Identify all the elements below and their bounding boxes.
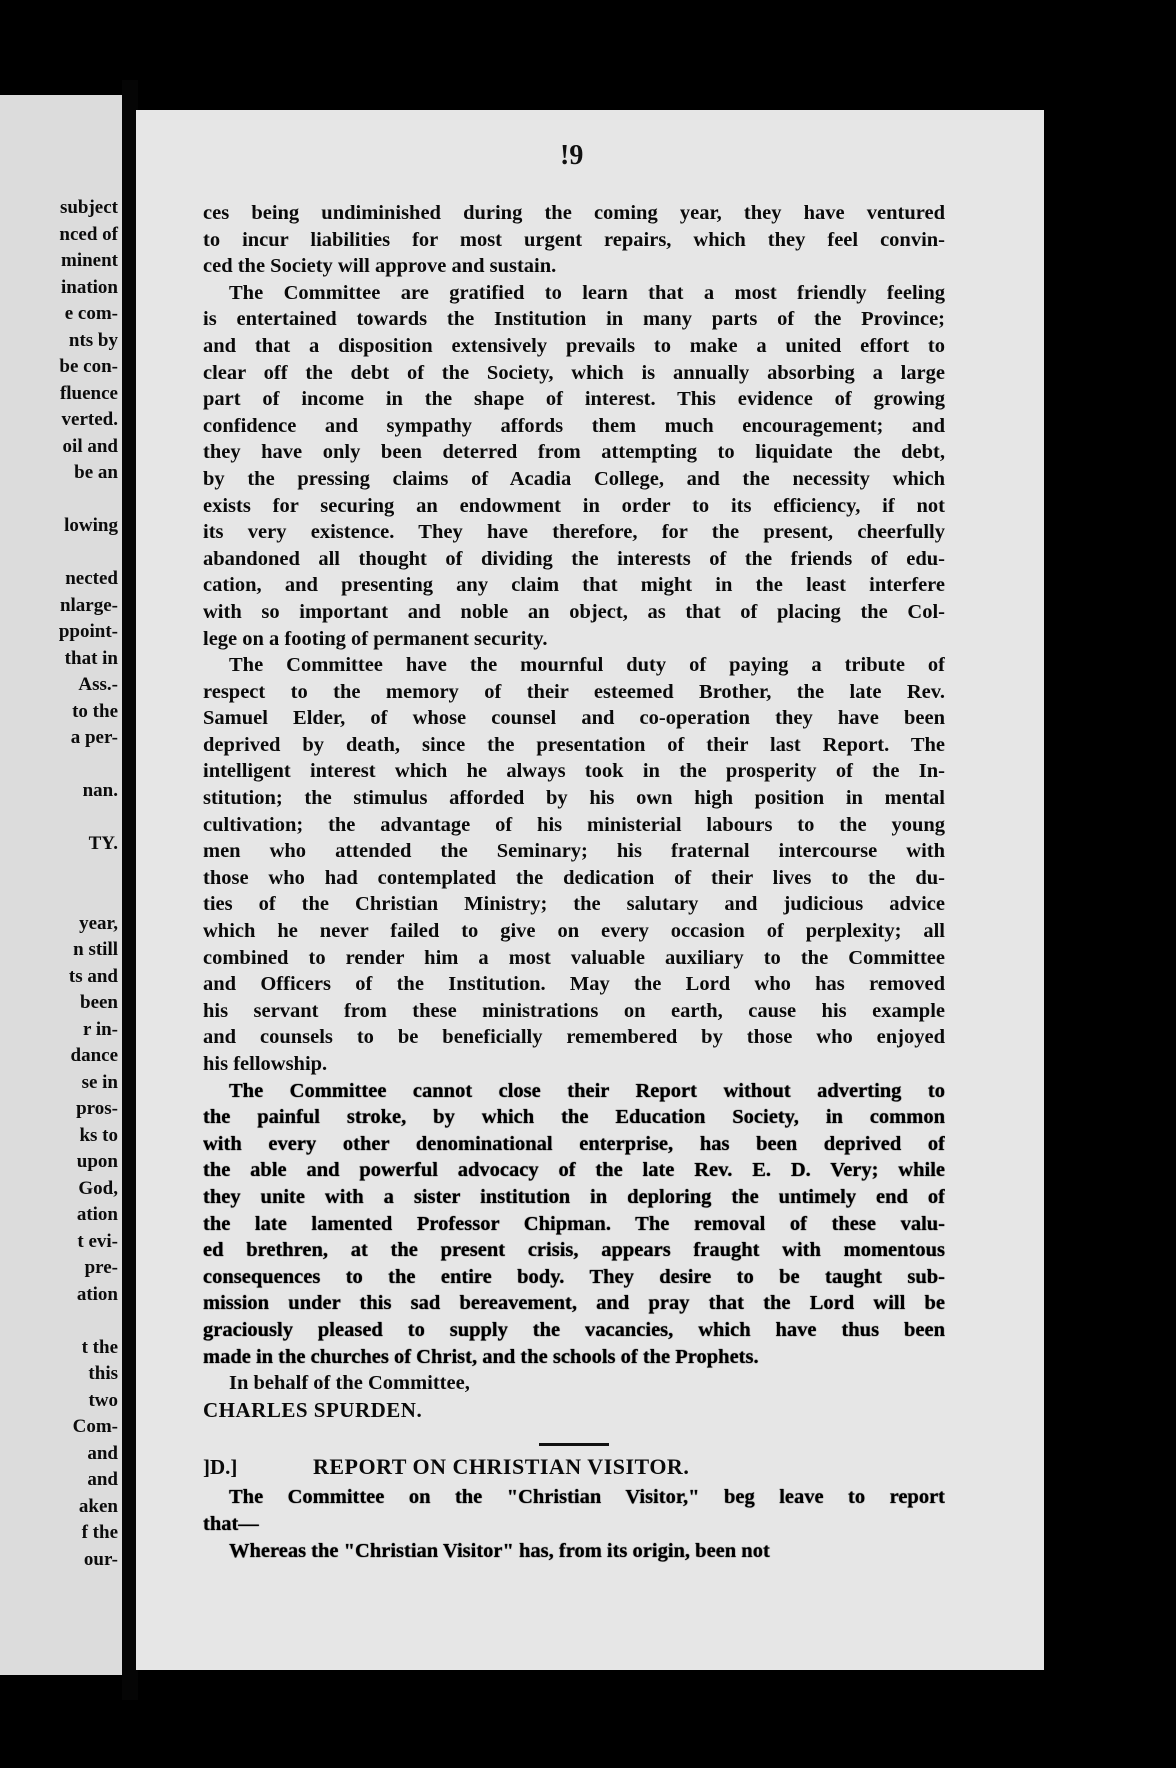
previous-page-line: nts by [68,329,118,351]
section-title: REPORT ON CHRISTIAN VISITOR. [313,1454,690,1480]
text-line: they unite with a sister institution in deploring the untimely end of [203,1185,945,1208]
previous-page-line: nced of [59,223,118,245]
previous-page-line: a per- [70,727,118,748]
paragraph [203,1078,945,1371]
previous-page-line: t the [81,1336,118,1358]
previous-page-line: subject [59,197,118,218]
text-line: stitution; the stimulus afforded by his own high position in mental [203,787,945,810]
previous-page-line: Com- [72,1416,118,1437]
previous-page-line: f the [81,1522,118,1543]
previous-page-line: e com- [64,303,118,324]
previous-page-line [0,487,118,514]
previous-page-line: verted. [61,409,118,430]
section-divider [539,1443,609,1446]
text-line: respect to the memory of their esteemed Brother, the late Rev. [203,680,945,703]
previous-page-line: pre- [84,1257,118,1278]
previous-page-line: God, [78,1177,118,1199]
text-line: The Committee are gratified to learn that a most friendly feeling [229,281,945,304]
body-text [203,200,945,1564]
text-line: and Officers of the Institution. May the Lord who has removed [203,973,945,996]
text-line: to incur liabilities for most urgent repairs, which they feel convin- [203,228,945,251]
text-line: and counsels to be beneficially remembered by those who enjoyed [203,1026,945,1049]
text-line: combined to render him a most valuable auxiliary to the Committee [203,946,945,969]
previous-page-line: TY. [88,833,118,854]
text-line: exists for securing an endowment in order to its efficiency, if not [203,494,945,517]
text-line: clear off the debt of the Society, which is annually absorbing a large [203,361,945,384]
text-line: The Committee on the "Christian Visitor," beg leave to report [229,1486,945,1509]
signoff-line: In behalf of the Committee, [229,1372,470,1395]
previous-page-line: ts and [68,965,118,987]
previous-page-line [0,858,118,885]
page-number: !9 [560,140,584,171]
previous-page-line: minent [61,250,118,271]
previous-page-line: year, [79,912,118,934]
previous-page-line [0,540,118,567]
signoff-block [203,1370,945,1423]
text-line: intelligent interest which he always took in the prosperity of the In- [203,760,945,783]
text-line: graciously pleased to supply the vacancies, which have thus been [203,1318,945,1341]
text-line: made in the churches of Christ, and the schools of the Prophets. [203,1345,759,1368]
section-paragraphs [203,1484,945,1564]
previous-page-line [0,884,118,911]
previous-page-line: to the [72,700,118,722]
previous-page [0,95,122,1675]
paragraph [203,652,945,1078]
previous-page-line: ination [60,276,118,298]
text-line: which he never failed to give on every occasion of perplexity; all [203,920,945,943]
previous-page-line: r in- [82,1018,118,1040]
text-line: that— [203,1512,259,1535]
previous-page-line: n still [73,939,118,960]
text-line: those who had contemplated the dedication of their lives to the du- [203,866,945,889]
text-line: part of income in the shape of interest. This evidence of growing [203,388,945,411]
paragraph [203,1538,945,1565]
paragraph [203,200,945,280]
previous-page-line: t evi- [77,1230,118,1252]
text-line: the late lamented Professor Chipman. The removal of these valu- [203,1212,945,1235]
previous-page-line: fluence [59,382,118,404]
previous-page-line: oil and [62,435,118,457]
text-line: lege on a footing of permanent security. [203,627,548,650]
previous-page-line: our- [83,1548,118,1570]
previous-page-line: be an [74,462,118,483]
text-line: confidence and sympathy affords them much encouragement; and [203,414,945,437]
text-line: his servant from these ministrations on earth, cause his example [203,999,945,1022]
text-line: with every other denominational enterprise, has been deprived of [203,1132,945,1155]
text-line: cultivation; the advantage of his ministerial labours to the young [203,813,945,836]
previous-page-line: and [87,1469,118,1490]
text-line: ces being undiminished during the coming year, they have ventured [203,202,945,224]
previous-page-line: Ass.- [78,674,118,695]
previous-page-line: be con- [59,356,118,377]
signer-name: CHARLES SPURDEN. [203,1397,423,1422]
text-line: abandoned all thought of dividing the interests of the friends of edu- [203,547,945,570]
previous-page-line: ppoint- [58,621,118,642]
report-paragraphs [203,200,945,1370]
section-label: ]D.] [203,1455,238,1480]
previous-page-line: ks to [79,1124,118,1146]
previous-page-line: ation [76,1283,118,1305]
previous-page-line: ation [76,1204,118,1225]
text-line: Whereas the "Christian Visitor" has, from its origin, been not [229,1539,770,1562]
text-line: and that a disposition extensively prevails to make a united effort to [203,334,945,357]
previous-page-line: nlarge- [59,594,118,616]
previous-page-line [0,805,118,832]
previous-page-line: two [88,1389,118,1411]
text-line: with so important and noble an object, as that of placing the Col- [203,600,945,623]
previous-page-line: pros- [76,1098,118,1119]
previous-page-line: lowing [64,515,118,536]
text-line: his fellowship. [203,1053,328,1075]
text-line: Samuel Elder, of whose counsel and co-operation they have been [203,707,945,730]
text-line: The Committee have the mournful duty of paying a tribute of [229,654,945,677]
text-line: ties of the Christian Ministry; the salutary and judicious advice [203,893,945,916]
text-line: mission under this sad bereavement, and pray that the Lord will be [203,1292,945,1315]
previous-page-line: nected [65,568,118,589]
previous-page-line [0,1308,118,1335]
text-line: men who attended the Seminary; his fraternal intercourse with [203,840,945,863]
text-line: the painful stroke, by which the Education Society, in common [203,1106,945,1129]
previous-page-line: nan. [82,780,118,801]
text-line: its very existence. They have therefore, for the present, cheerfully [203,521,945,544]
section-heading [203,1454,945,1484]
text-line: is entertained towards the Institution in many parts of the Province; [203,308,945,331]
text-line: they have only been deterred from attempting to liquidate the debt, [203,441,945,464]
text-line: deprived by death, since the presentation of their last Report. The [203,733,945,756]
previous-page-line: that in [64,647,118,669]
previous-page-line [0,752,118,779]
text-line: The Committee cannot close their Report without adverting to [229,1079,945,1102]
text-line: the able and powerful advocacy of the late Rev. E. D. Very; while [203,1159,945,1182]
text-line: consequences to the entire body. They desire to be taught sub- [203,1265,945,1288]
previous-page-line: aken [78,1495,118,1517]
text-line: cation, and presenting any claim that might in the least interfere [203,574,945,597]
text-line: by the pressing claims of Acadia College, and the necessity which [203,467,945,490]
previous-page-line: dance [70,1045,118,1066]
previous-page-line: this [88,1363,118,1384]
previous-page-line: and [87,1442,118,1464]
paragraph [203,1484,945,1537]
text-line: ced the Society will approve and sustain. [203,255,557,278]
previous-page-line: been [80,992,118,1013]
text-line: ed brethren, at the present crisis, appears fraught with momentous [203,1239,945,1262]
paragraph [203,280,945,652]
previous-page-line: se in [81,1071,118,1093]
previous-page-line: upon [76,1151,118,1172]
previous-page-text [0,195,118,1573]
